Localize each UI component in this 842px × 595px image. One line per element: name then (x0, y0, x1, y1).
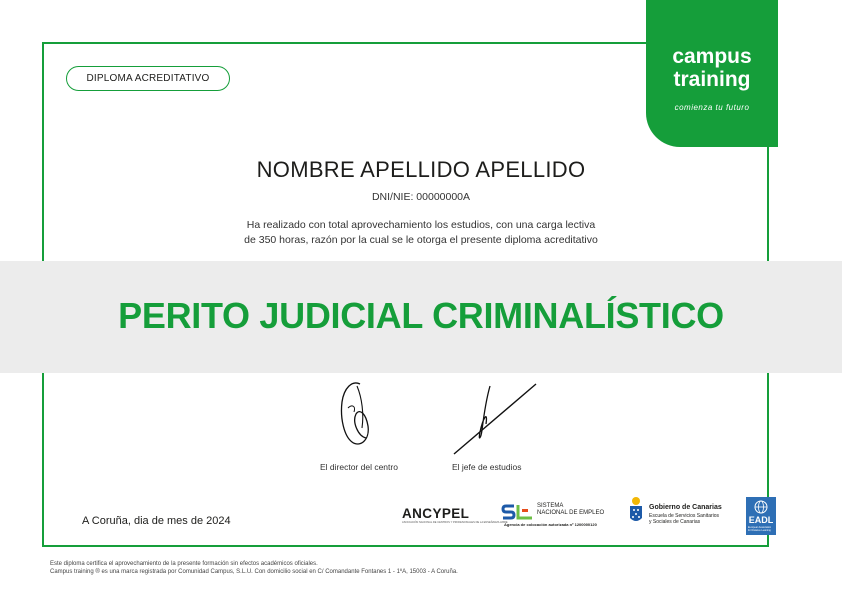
achievement-description (0, 218, 842, 248)
director-signature-label: El director del centro (320, 462, 398, 472)
course-title: PERITO JUDICIAL CRIMINALÍSTICO (118, 295, 724, 336)
logo-tagline: comienza tu futuro (674, 103, 750, 112)
student-name: NOMBRE APELLIDO APELLIDO (256, 157, 586, 182)
sne-logo (502, 503, 612, 531)
student-dni: DNI/NIE: 00000000A (371, 191, 471, 203)
ancypel-subtext: ASOCIACIÓN NACIONAL DE CENTROS Y PROFESIONALES DE LA ENSEÑANZA LIBRE (402, 521, 508, 524)
diploma-type-label: DIPLOMA ACREDITATIVO (86, 73, 210, 84)
eadl-name: EADL (748, 515, 774, 525)
sne-agency-number: Agencia de colocación autorizada nº 1200000120 (504, 522, 597, 527)
sne-mark-icon (502, 503, 534, 521)
gobierno-canarias-logo (627, 496, 735, 530)
footer-line-2: Campus training ® es una marca registrada por Comunidad Campus, S.L.U. Con domicilio social en C/ Comandante Fontanes 1 - 1ºA, 15003 - A Coruña. (50, 569, 458, 575)
eadl-subtext: European Association for Distance Learning (748, 526, 772, 532)
ancypel-logo (402, 506, 508, 528)
eadl-globe-icon (752, 500, 770, 514)
footer-line-1: Este diploma certifica el aprovechamiento de la presente formación sin efectos académicos oficiales. (50, 561, 318, 567)
director-signature (330, 378, 380, 450)
sne-line-1: SISTEMA (537, 503, 564, 509)
sne-line-2: NACIONAL DE EMPLEO (537, 510, 605, 516)
head-of-studies-signature-label: El jefe de estudios (452, 462, 522, 472)
description-line-1: Ha realizado con total aprovechamiento los estudios, con una carga lectiva (246, 219, 596, 231)
campus-training-logo (646, 0, 778, 147)
logo-word-training: training (673, 68, 751, 91)
place-and-date: A Coruña, dia de mes de 2024 (82, 515, 231, 527)
canarias-line-2: Escuela de Servicios Sanitarios (649, 513, 720, 519)
head-of-studies-signature (450, 380, 540, 458)
canarias-line-3: y Sociales de Canarias (649, 519, 701, 525)
canarias-line-1: Gobierno de Canarias (649, 504, 722, 511)
logo-word-campus: campus (672, 45, 752, 68)
description-line-2: de 350 horas, razón por la cual se le otorga el presente diploma acreditativo (244, 234, 598, 246)
ancypel-name: ANCYPEL (402, 506, 470, 521)
canarias-coat-of-arms-icon (627, 496, 645, 526)
eadl-logo (746, 497, 776, 535)
diploma-type-badge (66, 66, 230, 91)
legal-footer (50, 560, 458, 576)
